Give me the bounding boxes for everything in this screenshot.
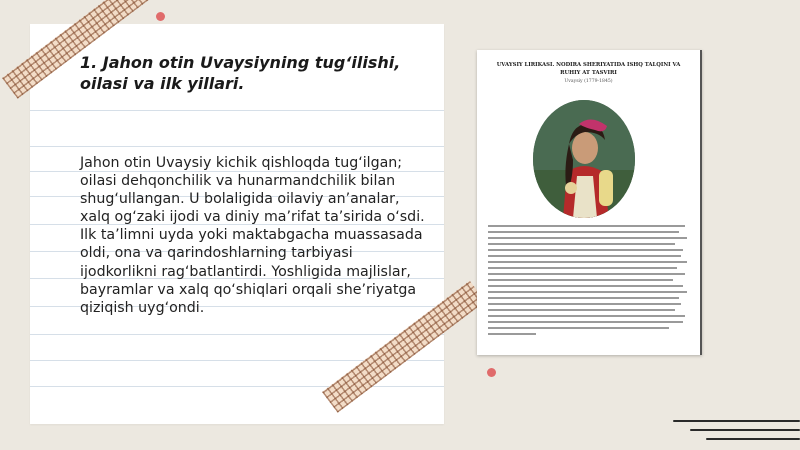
document-title: UVAYSIY LIRIKASI. NODIRA SHERIYATIDA ISHQ TALQINI VA RUHIY AT TASVIRI [496, 62, 681, 76]
slide-heading: 1. Jahon otin Uvaysiyning tug‘ilishi, oilasi va ilk yillari. [80, 53, 401, 93]
decorative-stripe [706, 438, 800, 440]
rule-line [30, 146, 444, 147]
document-subtitle: Uvaysiy (1779-1845) [564, 79, 613, 84]
slide-paragraph: Jahon otin Uvaysiy kichik qishloqda tug‘ilgan; oilasi dehqonchilik va hunarmandchilik bilan shug‘ullangan. U bolaligida oilaviy an’analar, xalq og‘zaki ijodi va diniy ma’rifat ta’sirida o‘sdi. Ilk ta’limni uyda yoki maktabgacha muassasada oldi, ona va qarindoshlarning tarbiyasi ijodkorlikni rag‘batlantirdi. Yoshligida majlislar, bayramlar va xalq qo‘shiqlari orqali she’riyatga qiziqish uyg‘ondi. [80, 155, 425, 316]
rule-line [30, 110, 444, 111]
decorative-stripe [690, 429, 800, 431]
rule-line [30, 386, 444, 387]
document-body-text [488, 225, 689, 339]
tape-dot [487, 368, 496, 377]
rule-line [30, 334, 444, 335]
woman-portrait-icon [533, 100, 635, 218]
tape-dot [156, 12, 165, 21]
document-thumbnail [477, 50, 702, 355]
decorative-stripe [673, 420, 800, 422]
